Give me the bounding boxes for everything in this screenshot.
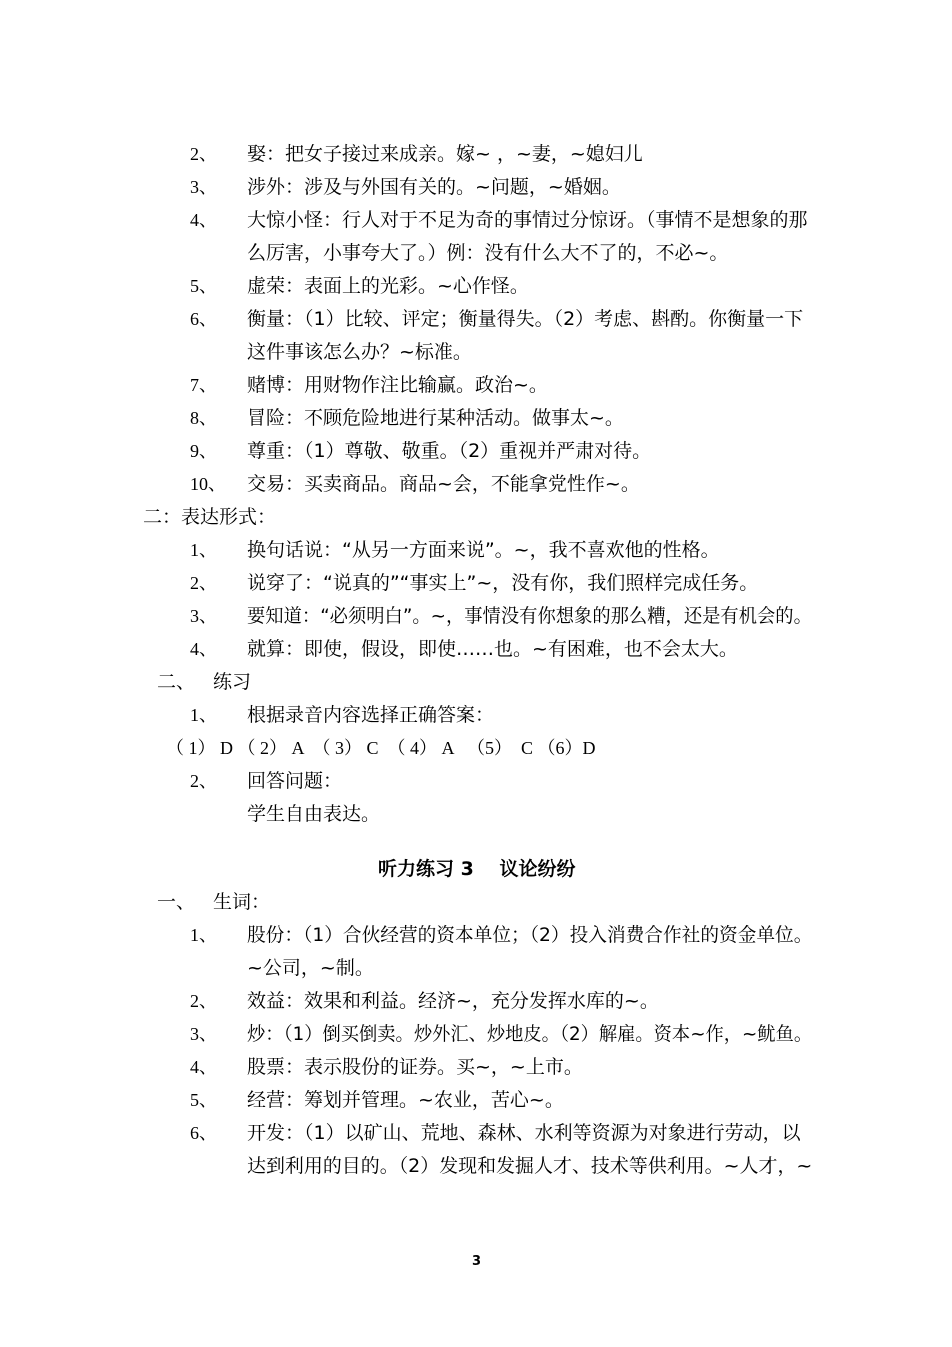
item-text: 娶：把女子接过来成亲。嫁~ ，~妻，~媳妇儿 [247,143,643,165]
item-number: 3、 [190,177,217,197]
item-number: 9、 [190,441,217,461]
item-number: 4、 [190,639,217,659]
item-text-continued: ~公司，~制。 [247,957,374,979]
item-text: 开发：（1）以矿山、荒地、森林、水利等资源为对象进行劳动，以 [247,1122,801,1144]
item-number: 3、 [190,1024,217,1044]
item-answer: 学生自由表达。 [247,803,381,825]
item-text: 股票：表示股份的证券。买~，~上市。 [247,1056,583,1078]
section-heading: 二：表达形式： [143,506,277,528]
item-number: 4、 [190,210,217,230]
section-heading: 生词： [213,891,271,913]
item-number: 5、 [190,276,217,296]
item-number: 2、 [190,144,217,164]
item-text: 交易：买卖商品。商品~会，不能拿党性作~。 [247,473,640,495]
item-text: 尊重：（1）尊敬、敬重。（2）重视并严肃对待。 [247,440,652,462]
section-heading: 练习 [213,671,252,693]
item-text-continued: 达到利用的目的。（2）发现和发掘人才、技术等供利用。~人才，~ [247,1155,813,1177]
item-text: 大惊小怪：行人对于不足为奇的事情过分惊讶。（事情不是想象的那 [247,209,808,231]
item-text-continued: 么厉害，小事夸大了。）例：没有什么大不了的，不必~。 [247,242,729,264]
item-number: 4、 [190,1057,217,1077]
item-text: 回答问题： [247,770,343,792]
item-number: 8、 [190,408,217,428]
item-number: 2、 [190,771,217,791]
item-number: 7、 [190,375,217,395]
item-text: 衡量：（1）比较、评定；衡量得失。（2）考虑、斟酌。你衡量一下 [247,308,804,330]
item-text: 经营：筹划并管理。~农业，苦心~。 [247,1089,564,1111]
item-text-continued: 这件事该怎么办？~标准。 [247,341,472,363]
item-number: 1、 [190,705,217,725]
item-number: 2、 [190,991,217,1011]
item-number: 10、 [190,474,226,494]
item-text: 说穿了：“说真的”“事实上”~，没有你，我们照样完成任务。 [247,572,759,594]
item-number: 2、 [190,573,217,593]
section-heading-number: 一、 [157,891,196,913]
item-text: 就算：即使，假设，即使……也。~有困难，也不会太大。 [247,638,738,660]
answer-key: （ 1） D （ 2） A （ 3） C （ 4） A （5） C （6）D [166,738,596,758]
section-heading-number: 二、 [157,671,196,693]
item-text: 冒险：不顾危险地进行某种活动。做事太~。 [247,407,624,429]
page-number: 3 [472,1254,482,1269]
item-text: 效益：效果和利益。经济~，充分发挥水库的~。 [247,990,659,1012]
item-text: 涉外：涉及与外国有关的。~问题，~婚姻。 [247,176,621,198]
item-text: 要知道：“必须明白”。~，事情没有你想象的那么糟，还是有机会的。 [247,605,812,627]
item-number: 1、 [190,540,217,560]
item-text: 换句话说：“从另一方面来说”。~，我不喜欢他的性格。 [247,539,720,561]
item-number: 6、 [190,309,217,329]
item-text: 炒：（1）倒买倒卖。炒外汇、炒地皮。（2）解雇。资本~作，~鱿鱼。 [247,1023,813,1045]
item-text: 根据录音内容选择正确答案： [247,704,495,726]
item-text: 股份：（1）合伙经营的资本单位；（2）投入消费合作社的资金单位。 [247,924,813,946]
item-text: 虚荣：表面上的光彩。~心作怪。 [247,275,529,297]
item-number: 3、 [190,606,217,626]
item-number: 1、 [190,925,217,945]
item-text: 赌博：用财物作注比输赢。政治~。 [247,374,548,396]
item-number: 6、 [190,1123,217,1143]
section-title: 听力练习 3 议论纷纷 [378,858,576,880]
item-number: 5、 [190,1090,217,1110]
